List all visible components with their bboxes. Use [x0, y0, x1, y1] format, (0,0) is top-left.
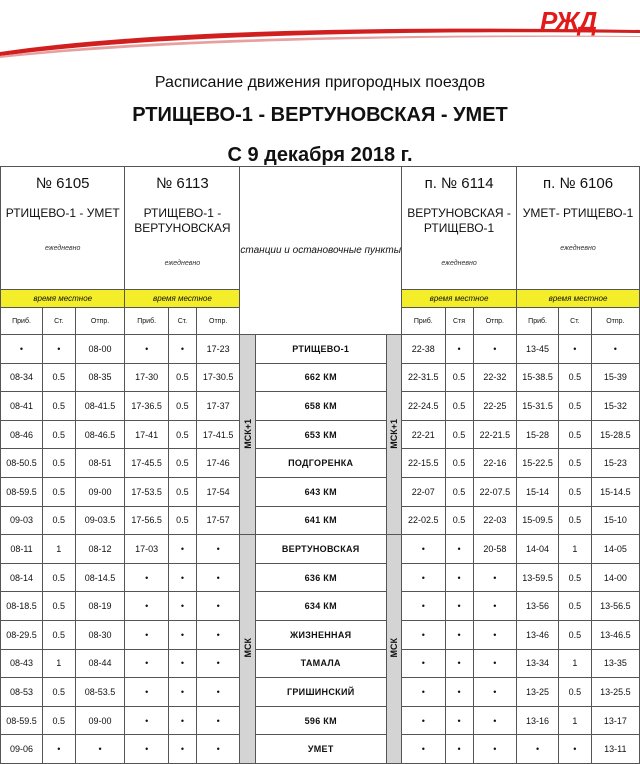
departure-time: 13-46.5: [591, 620, 639, 649]
stop-duration: •: [445, 563, 473, 592]
stop-duration: 0.5: [445, 477, 473, 506]
schedule-row: [1, 335, 640, 364]
arrival-time: •: [402, 535, 445, 564]
train-number: № 6105: [35, 175, 90, 192]
stop-duration: •: [445, 649, 473, 678]
arrival-time: 22-38: [402, 335, 445, 364]
departure-time: 22-07.5: [473, 477, 516, 506]
arrival-time: 17-45.5: [125, 449, 168, 478]
departure-time: 22-03: [473, 506, 516, 535]
stop-duration: 0.5: [559, 592, 592, 621]
arrival-time: 17-36.5: [125, 392, 168, 421]
timezone-label: МСК: [388, 638, 399, 658]
stop-duration: 0.5: [43, 678, 76, 707]
stop-duration: 0.5: [43, 563, 76, 592]
arrival-time: 14-04: [517, 535, 559, 564]
stop-duration: 1: [559, 535, 592, 564]
departure-time: •: [196, 735, 239, 764]
arrival-time: •: [402, 649, 445, 678]
stop-duration: •: [168, 535, 196, 564]
schedule-row: [1, 363, 640, 392]
station-name: 643 КМ: [255, 477, 386, 506]
station-name: 641 КМ: [255, 506, 386, 535]
departure-time: •: [196, 563, 239, 592]
stations-header: станции и остановочные пункты: [240, 167, 402, 335]
station-name: ГРИШИНСКИЙ: [255, 678, 386, 707]
timezone-divider: [386, 535, 401, 764]
stop-duration: •: [168, 735, 196, 764]
arrival-time: 13-16: [517, 706, 559, 735]
arrival-time: •: [125, 335, 168, 364]
arrival-time: 08-59.5: [1, 477, 43, 506]
stop-duration: 0.5: [43, 363, 76, 392]
arrival-time: 08-41: [1, 392, 43, 421]
arrival-time: 08-43: [1, 649, 43, 678]
arrival-time: 08-46: [1, 420, 43, 449]
station-name: ВЕРТУНОВСКАЯ: [255, 535, 386, 564]
schedule-row: [1, 592, 640, 621]
stop-duration: 0.5: [559, 363, 592, 392]
departure-time: 22-16: [473, 449, 516, 478]
departure-time: 22-25: [473, 392, 516, 421]
departure-time: •: [196, 592, 239, 621]
departure-time: 13-25.5: [591, 678, 639, 707]
departure-time: 17-30.5: [196, 363, 239, 392]
departure-time: •: [473, 592, 516, 621]
train-days: ежедневно: [164, 260, 201, 267]
arrival-time: •: [402, 678, 445, 707]
departure-time: •: [473, 620, 516, 649]
schedule-row: [1, 506, 640, 535]
stop-duration: •: [168, 592, 196, 621]
stop-duration: 0.5: [168, 363, 196, 392]
schedule-row: [1, 563, 640, 592]
arrival-time: 08-11: [1, 535, 43, 564]
station-name: 658 КМ: [255, 392, 386, 421]
train-days: ежедневно: [560, 245, 596, 252]
timezone-divider: [386, 335, 401, 535]
stop-duration: 0.5: [43, 477, 76, 506]
departure-time: 08-51: [75, 449, 125, 478]
arrival-time: 15-38.5: [517, 363, 559, 392]
stop-duration: 0.5: [168, 420, 196, 449]
arrival-time: 13-34: [517, 649, 559, 678]
departure-time: 17-23: [196, 335, 239, 364]
col-arrival: Приб.: [402, 308, 445, 335]
departure-time: 08-35: [75, 363, 125, 392]
station-name: 653 КМ: [255, 420, 386, 449]
arrival-time: •: [125, 592, 168, 621]
departure-time: •: [196, 649, 239, 678]
station-name: ПОДГОРЕНКА: [255, 449, 386, 478]
departure-time: 08-41.5: [75, 392, 125, 421]
arrival-time: 08-59.5: [1, 706, 43, 735]
departure-time: 15-14.5: [591, 477, 639, 506]
stop-duration: 0.5: [559, 477, 592, 506]
stop-duration: 0.5: [43, 592, 76, 621]
stop-duration: 0.5: [43, 392, 76, 421]
departure-time: 08-19: [75, 592, 125, 621]
arrival-time: 22-15.5: [402, 449, 445, 478]
arrival-time: 15-09.5: [517, 506, 559, 535]
schedule-row: [1, 420, 640, 449]
rzd-logo: РЖД: [540, 6, 597, 36]
station-name: ЖИЗНЕННАЯ: [255, 620, 386, 649]
schedule-row: [1, 449, 640, 478]
departure-time: 09-03.5: [75, 506, 125, 535]
train-days: ежедневно: [44, 245, 81, 252]
station-name: УМЕТ: [255, 735, 386, 764]
stop-duration: 0.5: [168, 449, 196, 478]
station-name: РТИЩЕВО-1: [255, 335, 386, 364]
arrival-time: 13-59.5: [517, 563, 559, 592]
stop-duration: 0.5: [43, 420, 76, 449]
departure-time: 09-00: [75, 706, 125, 735]
train-6114-header: [402, 167, 517, 290]
stop-duration: •: [445, 335, 473, 364]
departure-time: 13-56.5: [591, 592, 639, 621]
station-name: ТАМАЛА: [255, 649, 386, 678]
stop-duration: 0.5: [43, 706, 76, 735]
arrival-time: 15-31.5: [517, 392, 559, 421]
departure-time: •: [196, 535, 239, 564]
departure-time: 14-05: [591, 535, 639, 564]
arrival-time: 22-02.5: [402, 506, 445, 535]
col-stop: Ст.: [43, 308, 76, 335]
col-arrival: Приб.: [1, 308, 43, 335]
stop-duration: 0.5: [168, 506, 196, 535]
arrival-time: 08-14: [1, 563, 43, 592]
col-departure: Отпр.: [75, 308, 125, 335]
arrival-time: 17-03: [125, 535, 168, 564]
stop-duration: •: [168, 620, 196, 649]
departure-time: 14-00: [591, 563, 639, 592]
departure-time: 08-30: [75, 620, 125, 649]
departure-time: 09-00: [75, 477, 125, 506]
arrival-time: 17-56.5: [125, 506, 168, 535]
arrival-time: 13-45: [517, 335, 559, 364]
stop-duration: •: [168, 678, 196, 707]
arrival-time: 08-53: [1, 678, 43, 707]
departure-time: •: [473, 706, 516, 735]
arrival-time: 15-14: [517, 477, 559, 506]
arrival-time: •: [402, 706, 445, 735]
time-local-label: время местное: [1, 290, 125, 308]
col-departure: Отпр.: [196, 308, 239, 335]
arrival-time: 22-24.5: [402, 392, 445, 421]
stop-duration: 0.5: [445, 363, 473, 392]
departure-time: 13-35: [591, 649, 639, 678]
arrival-time: •: [125, 735, 168, 764]
timezone-divider: [240, 335, 255, 535]
arrival-time: •: [402, 592, 445, 621]
arrival-time: 08-18.5: [1, 592, 43, 621]
schedule-row: [1, 678, 640, 707]
departure-time: 13-17: [591, 706, 639, 735]
departure-time: 20-58: [473, 535, 516, 564]
departure-time: •: [196, 620, 239, 649]
stop-duration: 0.5: [445, 506, 473, 535]
stop-duration: 1: [43, 535, 76, 564]
schedule-row: [1, 535, 640, 564]
stop-duration: 1: [559, 649, 592, 678]
arrival-time: 13-25: [517, 678, 559, 707]
arrival-time: •: [125, 649, 168, 678]
departure-time: 17-37: [196, 392, 239, 421]
col-arrival: Приб.: [517, 308, 559, 335]
train-number: п. № 6106: [542, 175, 614, 192]
departure-time: 15-32: [591, 392, 639, 421]
station-name: 636 КМ: [255, 563, 386, 592]
timezone-label: МСК: [242, 638, 253, 658]
timezone-label: МСК+1: [388, 418, 399, 449]
stop-duration: 1: [559, 706, 592, 735]
stop-duration: 0.5: [559, 449, 592, 478]
departure-time: 17-54: [196, 477, 239, 506]
stop-duration: •: [559, 335, 592, 364]
stop-duration: •: [445, 706, 473, 735]
train-number: п. № 6114: [424, 175, 494, 192]
arrival-time: 15-22.5: [517, 449, 559, 478]
stop-duration: •: [43, 735, 76, 764]
stop-duration: •: [43, 335, 76, 364]
schedule-title: Расписание движения пригородных поездов: [154, 74, 486, 91]
stop-duration: 0.5: [43, 620, 76, 649]
arrival-time: •: [402, 735, 445, 764]
arrival-time: 13-56: [517, 592, 559, 621]
col-stop: Ст.: [559, 308, 592, 335]
arrival-time: 09-03: [1, 506, 43, 535]
departure-time: 08-44: [75, 649, 125, 678]
departure-time: 08-12: [75, 535, 125, 564]
col-departure: Отпр.: [591, 308, 639, 335]
arrival-time: •: [125, 563, 168, 592]
col-stop: Стя: [445, 308, 473, 335]
stop-duration: •: [168, 649, 196, 678]
arrival-time: •: [125, 678, 168, 707]
departure-time: •: [591, 335, 639, 364]
timezone-divider: [240, 535, 255, 764]
departure-time: 15-39: [591, 363, 639, 392]
timezone-label: МСК+1: [242, 418, 253, 449]
departure-time: 15-10: [591, 506, 639, 535]
train-6106-header: [517, 167, 640, 290]
train-route: УМЕТ- РТИЩЕВО-1: [522, 206, 634, 220]
departure-time: •: [473, 735, 516, 764]
arrival-time: 09-06: [1, 735, 43, 764]
schedule-table: [0, 166, 640, 764]
departure-time: 22-21.5: [473, 420, 516, 449]
arrival-time: 17-41: [125, 420, 168, 449]
stop-duration: 0.5: [559, 620, 592, 649]
arrival-time: 22-21: [402, 420, 445, 449]
stop-duration: 0.5: [445, 449, 473, 478]
effective-date: С 9 декабря 2018 г.: [227, 144, 413, 166]
time-local-label: время местное: [517, 290, 640, 308]
col-departure: Отпр.: [473, 308, 516, 335]
arrival-time: •: [517, 735, 559, 764]
arrival-time: 17-53.5: [125, 477, 168, 506]
col-stop: Ст.: [168, 308, 196, 335]
stop-duration: 0.5: [168, 477, 196, 506]
departure-time: •: [196, 678, 239, 707]
stop-duration: •: [445, 620, 473, 649]
arrival-time: 22-07: [402, 477, 445, 506]
arrival-time: 13-46: [517, 620, 559, 649]
train-6105-header: [1, 167, 125, 290]
departure-time: •: [196, 706, 239, 735]
departure-time: •: [473, 649, 516, 678]
departure-time: 15-28.5: [591, 420, 639, 449]
stop-duration: 0.5: [43, 449, 76, 478]
stop-duration: 0.5: [559, 392, 592, 421]
departure-time: •: [473, 563, 516, 592]
stop-duration: •: [559, 735, 592, 764]
time-local-label: время местное: [402, 290, 517, 308]
arrival-time: 17-30: [125, 363, 168, 392]
schedule-row: [1, 392, 640, 421]
departure-time: 17-41.5: [196, 420, 239, 449]
stop-duration: 0.5: [559, 678, 592, 707]
arrival-time: •: [1, 335, 43, 364]
stop-duration: •: [445, 535, 473, 564]
stop-duration: •: [445, 678, 473, 707]
stop-duration: •: [445, 735, 473, 764]
departure-time: 08-00: [75, 335, 125, 364]
schedule-row: [1, 477, 640, 506]
stop-duration: 0.5: [445, 392, 473, 421]
route-title: РТИЩЕВО-1 - ВЕРТУНОВСКАЯ - УМЕТ: [132, 104, 508, 126]
arrival-time: •: [125, 620, 168, 649]
arrival-time: 08-34: [1, 363, 43, 392]
schedule-row: [1, 735, 640, 764]
stop-duration: •: [168, 563, 196, 592]
stop-duration: 0.5: [445, 420, 473, 449]
train-number: № 6113: [156, 175, 209, 192]
stop-duration: 1: [43, 649, 76, 678]
schedule-row: [1, 620, 640, 649]
departure-time: 17-46: [196, 449, 239, 478]
train-days: ежедневно: [441, 260, 477, 267]
departure-time: 15-23: [591, 449, 639, 478]
station-name: 634 КМ: [255, 592, 386, 621]
stop-duration: •: [168, 335, 196, 364]
schedule-row: [1, 649, 640, 678]
departure-time: 08-14.5: [75, 563, 125, 592]
arrival-time: 22-31.5: [402, 363, 445, 392]
departure-time: 17-57: [196, 506, 239, 535]
stop-duration: 0.5: [168, 392, 196, 421]
departure-time: 13-11: [591, 735, 639, 764]
train-route: ВЕРТУНОВСКАЯ - РТИЩЕВО-1: [407, 206, 511, 235]
train-route: РТИЩЕВО-1 - УМЕТ: [5, 206, 120, 220]
departure-time: •: [473, 678, 516, 707]
arrival-time: •: [402, 563, 445, 592]
col-arrival: Приб.: [125, 308, 168, 335]
station-name: 596 КМ: [255, 706, 386, 735]
stop-duration: 0.5: [559, 420, 592, 449]
departure-time: 08-53.5: [75, 678, 125, 707]
stop-duration: 0.5: [559, 506, 592, 535]
arrival-time: •: [402, 620, 445, 649]
departure-time: 22-32: [473, 363, 516, 392]
departure-time: •: [75, 735, 125, 764]
schedule-row: [1, 706, 640, 735]
stop-duration: •: [445, 592, 473, 621]
train-route: РТИЩЕВО-1 - ВЕРТУНОВСКАЯ: [134, 206, 231, 235]
arrival-time: 15-28: [517, 420, 559, 449]
arrival-time: •: [125, 706, 168, 735]
stop-duration: •: [168, 706, 196, 735]
departure-time: 08-46.5: [75, 420, 125, 449]
train-6113-header: [125, 167, 240, 290]
stop-duration: 0.5: [43, 506, 76, 535]
arrival-time: 08-29.5: [1, 620, 43, 649]
time-local-label: время местное: [125, 290, 240, 308]
departure-time: •: [473, 335, 516, 364]
station-name: 662 КМ: [255, 363, 386, 392]
stop-duration: 0.5: [559, 563, 592, 592]
arrival-time: 08-50.5: [1, 449, 43, 478]
